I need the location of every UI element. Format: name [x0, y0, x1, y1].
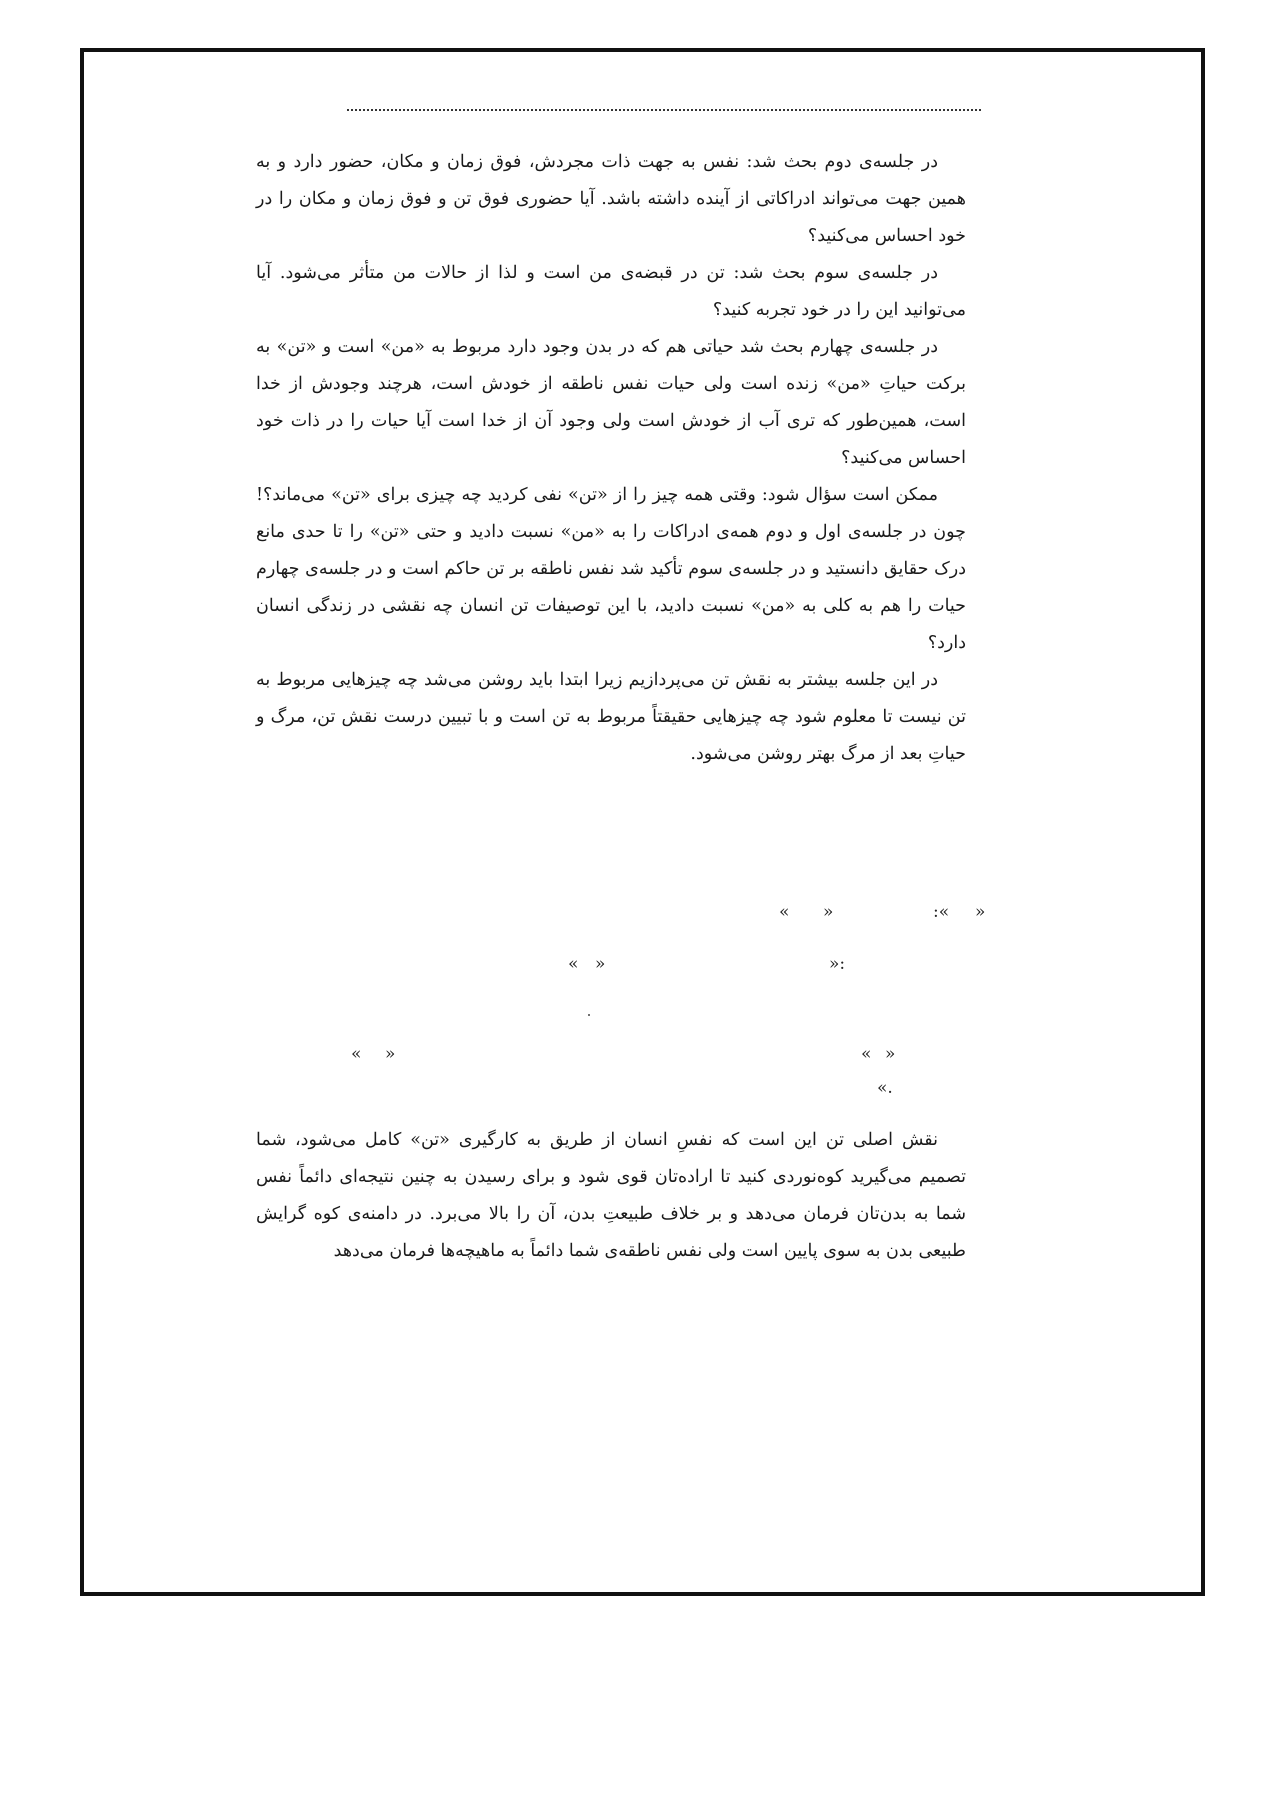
stray-dot [588, 1014, 590, 1016]
paragraph-this-session: در این جلسه بیشتر به نقش تن می‌پردازیم زیرا ابتدا باید روشن می‌شد چه چیزهایی مربوط به تن نیست تا معلوم شود چه چیزهایی حقیقتاً مربوط به تن است و با تبیین درست نقش تن، مرگ و حیاتِ بعد از مرگ بهتر روشن می‌شود. [256, 670, 966, 764]
paragraph-role-of-body: نقش اصلی تن این است که نفسِ انسان از طریق به کارگیری «تن» کامل می‌شود، شما تصمیم می‌گیرید کوه‌نوردی کنید تا اراده‌تان قوی شود و برای رسیدن به چنین نتیجه‌ای دائماً نفس شما به بدن‌تان فرمان می‌دهد و بر خلاف طبیعتِ بدن، آن را بالا می‌برد. در دامنه‌ی کوه گرایش طبیعی بدن به سوی پایین است ولی نفس ناطقه‌ی شما دائماً به ماهیچه‌ها فرمان می‌دهد [256, 1130, 966, 1261]
paragraph-session-two: در جلسه‌ی دوم بحث شد: نفس به جهت ذات مجردش، فوق زمان و مکان، حضور دارد و به همین جهت می‌تواند ادراکاتی از آینده داشته باشد. آیا حضوری فوق تن و فوق زمان و مکان را در خود احساس می‌کنید؟ [256, 152, 966, 246]
quote-fragment: » [595, 954, 606, 974]
quote-fragment: «. [877, 1078, 893, 1098]
main-text-block [256, 144, 966, 773]
quote-fragment: « [861, 1044, 872, 1064]
quote-fragment: » [823, 902, 834, 922]
quote-fragment: « [568, 954, 579, 974]
quote-fragment: « [351, 1044, 362, 1064]
closing-text-block [256, 1122, 966, 1270]
quote-fragment: » [975, 902, 986, 922]
dotted-separator [347, 109, 981, 111]
quote-fragment: :« [933, 902, 950, 922]
quote-fragment: » [385, 1044, 396, 1064]
paragraph-question: ممکن است سؤال شود: وقتی همه چیز را از «تن» نفی کردید چه چیزی برای «تن» می‌ماند؟! چون در جلسه‌ی اول و دوم همه‌ی ادراکات را به «من» نسبت دادید و حتی «تن» را تا حدی مانع درک حقایق دانستید و در جلسه‌ی سوم تأکید شد نفس ناطقه بر تن حاکم است و در جلسه‌ی چهارم حیات را هم به کلی به «من» نسبت دادید، با این توصیفات تن انسان چه نقشی در زندگی انسان دارد؟ [256, 485, 966, 653]
paragraph-session-four: در جلسه‌ی چهارم بحث شد حیاتی هم که در بدن وجود دارد مربوط به «من» است و «تن» به برکت حیاتِ «من» زنده است ولی حیات نفس ناطقه از خودش است، هرچند وجودش از خدا است، همین‌طور که تری آب از خودش است ولی وجود آن از خدا است آیا حیات را در ذات خود احساس می‌کنید؟ [256, 337, 966, 468]
quote-fragment: »: [829, 954, 846, 974]
paragraph-session-three: در جلسه‌ی سوم بحث شد: تن در قبضه‌ی من است و لذا از حالات من متأثر می‌شود. آیا می‌توانید این را در خود تجربه کنید؟ [256, 263, 966, 320]
quote-fragment: « [779, 902, 790, 922]
quote-fragment: » [885, 1044, 896, 1064]
